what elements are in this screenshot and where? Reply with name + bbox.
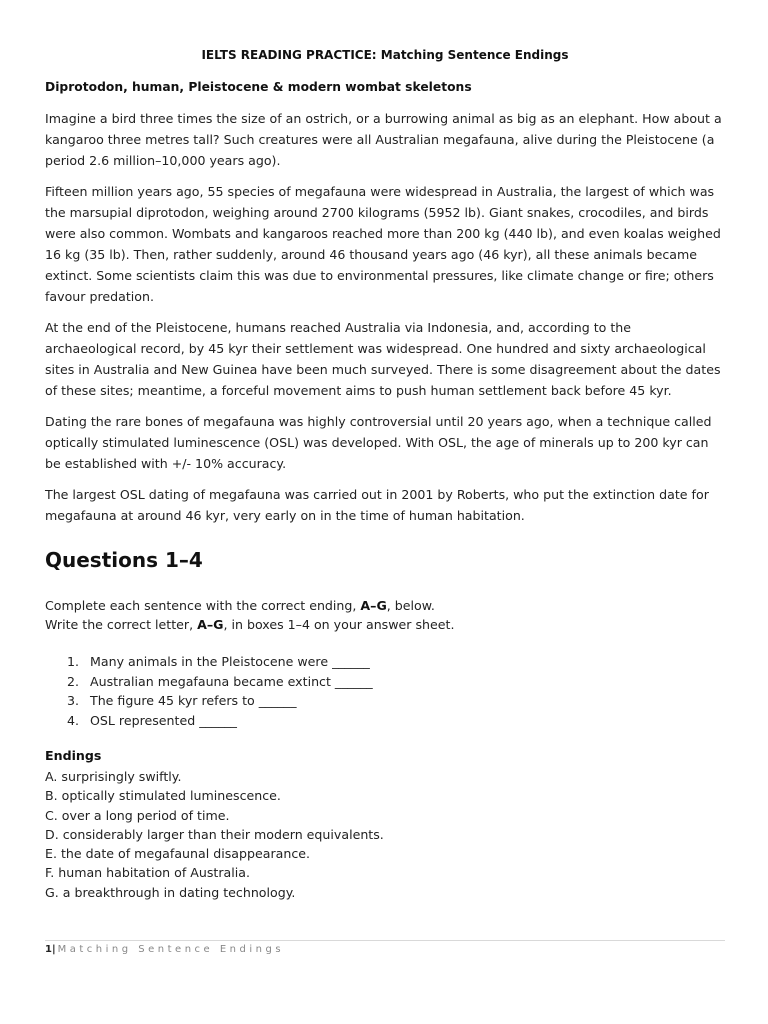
paragraph-5: The largest OSL dating of megafauna was carried out in 2001 by Roberts, who put the extinction date for megafauna at around 46 kyr, very early on in the time of human habitation.	[45, 487, 709, 523]
instruction-2-bold: A–G	[197, 617, 224, 632]
question-number: 4.	[67, 712, 80, 728]
instructions	[45, 596, 454, 634]
ending-item: D. considerably larger than their modern equivalents.	[45, 826, 384, 842]
ending-item: C. over a long period of time.	[45, 807, 230, 823]
question-item	[45, 672, 373, 692]
instruction-1-post: , below.	[386, 598, 435, 613]
document-title: IELTS READING PRACTICE: Matching Sentence Endings	[201, 48, 569, 62]
question-text: OSL represented ______	[90, 712, 237, 728]
question-number: 3.	[67, 693, 80, 708]
question-number: 2.	[67, 673, 80, 689]
document-subtitle: Diprotodon, human, Pleistocene & modern wombat skeletons	[45, 80, 472, 94]
ending-item: A. surprisingly swiftly.	[45, 769, 182, 784]
question-item	[45, 711, 373, 731]
question-item	[45, 652, 373, 672]
questions-list	[45, 652, 373, 730]
question-number: 1.	[67, 654, 80, 669]
endings-label: Endings	[45, 748, 102, 763]
page-number: 1	[45, 944, 52, 955]
ending-item: B. optically stimulated luminescence.	[45, 788, 281, 804]
footer-text: Matching Sentence Endings	[57, 944, 285, 955]
endings-list	[45, 767, 384, 902]
footer-separator: |	[51, 944, 56, 955]
question-text: Australian megafauna became extinct ______	[90, 673, 373, 689]
instruction-2-post: , in boxes 1–4 on your answer sheet.	[223, 617, 455, 632]
question-text: The figure 45 kyr refers to ______	[90, 693, 297, 708]
instruction-1-pre: Complete each sentence with the correct ending,	[45, 598, 361, 613]
paragraph-1: Imagine a bird three times the size of an ostrich, or a burrowing animal as big as an elephant. How about a kangaroo three metres tall? Such creatures were all Australian megafauna, alive during the Pleistocene (a period 2.6 million–10,000 years ago).	[45, 111, 722, 168]
instruction-2-pre: Write the correct letter,	[45, 617, 198, 632]
question-item	[45, 691, 373, 711]
question-text: Many animals in the Pleistocene were ______	[90, 654, 370, 669]
ending-item: E. the date of megafaunal disappearance.	[45, 846, 311, 862]
paragraph-4: Dating the rare bones of megafauna was highly controversial until 20 years ago, when a technique called optically stimulated luminescence (OSL) was developed. With OSL, the age of minerals up to 200 kyr can be established with +/- 10% accuracy.	[45, 414, 712, 471]
questions-heading: Questions 1–4	[45, 548, 203, 572]
paragraph-2: Fifteen million years ago, 55 species of megafauna were widespread in Australia, the largest of which was the marsupial diprotodon, weighing around 2700 kilograms (5952 lb). Giant snakes, crocodiles, and birds were also common. Wombats and kangaroos reached more than 200 kg (440 lb), and even koalas weighed 16 kg (35 lb). Then, rather suddenly, around 46 thousand years ago (46 kyr), all these animals became extinct. Some scientists claim this was due to environmental pressures, like climate change or fire; others favour predation.	[45, 184, 721, 304]
instruction-line-1	[45, 596, 454, 615]
page-footer	[45, 944, 284, 955]
ending-item: G. a breakthrough in dating technology.	[45, 884, 296, 900]
instruction-1-bold: A–G	[360, 598, 387, 613]
ending-item: F. human habitation of Australia.	[45, 865, 250, 881]
paragraph-3: At the end of the Pleistocene, humans reached Australia via Indonesia, and, according to the archaeological record, by 45 kyr their settlement was widespread. One hundred and sixty archaeological sites in Australia and New Guinea have been much surveyed. There is some disagreement about the dates of these sites; meantime, a forceful movement aims to push human settlement back before 45 kyr.	[45, 320, 721, 398]
footer-divider	[45, 940, 725, 941]
instruction-line-2	[45, 615, 454, 634]
